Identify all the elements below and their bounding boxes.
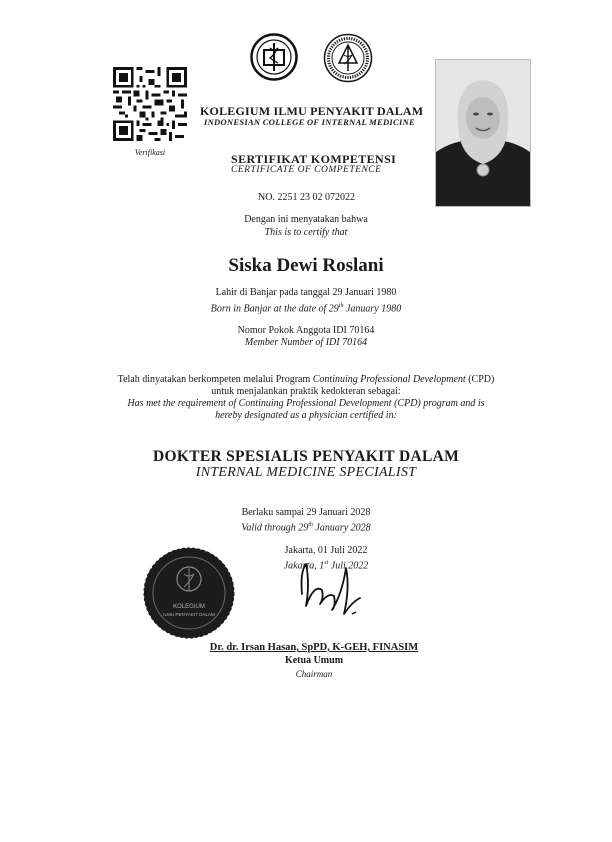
validity: Berlaku sampai 29 Januari 2028 — [241, 507, 371, 518]
signatory-name: Dr. dr. Irsan Hasan, SpPD, K-GEH, FINASIM — [209, 642, 419, 653]
place-date-en: Jakarta, 1st Juli 2022 — [283, 560, 369, 572]
recipient-name: Siska Dewi Roslani — [228, 255, 384, 276]
birth-info: Lahir di Banjar pada tanggal 29 Januari 1980 — [215, 287, 397, 298]
qr-code-icon[interactable] — [113, 67, 187, 141]
signatory-role: Ketua Umum — [284, 655, 344, 666]
statement-en-line2: hereby designated as a physician certified in: — [215, 410, 397, 421]
statement-en-line1: Has met the requirement of Continuing Professional Development (CPD) program and is — [127, 398, 485, 409]
certificate-title-en: CERTIFICATE OF COMPETENCE — [231, 165, 382, 175]
association-seal-icon — [323, 33, 373, 83]
signatory-role-en: Chairman — [295, 669, 333, 679]
college-name-en: INDONESIAN COLLEGE OF INTERNAL MEDICINE — [204, 117, 416, 127]
qr-caption: Verifikasi — [134, 148, 166, 157]
birth-info-en: Born in Banjar at the date of 29th January 1980 — [210, 303, 402, 315]
official-stamp — [143, 547, 235, 639]
recipient-photo — [435, 59, 531, 207]
member-number: Nomor Pokok Anggota IDI 70164 — [237, 325, 375, 336]
stamp-line2: ILMU PENYAKIT DALAM — [163, 612, 215, 617]
statement-line1: Telah dinyatakan berkompeten melalui Program Continuing Professional Development (CPD) — [117, 374, 495, 385]
intro-text-en: This is to certify that — [264, 227, 348, 238]
validity-en: Valid through 29th January 2028 — [241, 522, 371, 534]
college-emblem-icon — [250, 33, 298, 81]
certificate-title: SERTIFIKAT KOMPETENSI — [231, 152, 397, 166]
place-date: Jakarta, 01 Juli 2022 — [284, 545, 368, 556]
member-number-en: Member Number of IDI 70164 — [244, 337, 368, 348]
portrait-image — [436, 60, 530, 206]
stamp-line1: KOLEGIUM — [173, 604, 205, 610]
college-name: KOLEGIUM ILMU PENYAKIT DALAM — [200, 104, 424, 118]
specialty-title-en: INTERNAL MEDICINE SPECIALIST — [195, 465, 417, 480]
specialty-title: DOKTER SPESIALIS PENYAKIT DALAM — [152, 448, 460, 465]
handwritten-signature — [294, 554, 374, 624]
intro-text: Dengan ini menyatakan bahwa — [244, 214, 368, 225]
certificate-number: NO. 2251 23 02 072022 — [258, 192, 355, 203]
statement-line2: untuk menjalankan praktik kedokteran sebagai: — [211, 386, 401, 397]
